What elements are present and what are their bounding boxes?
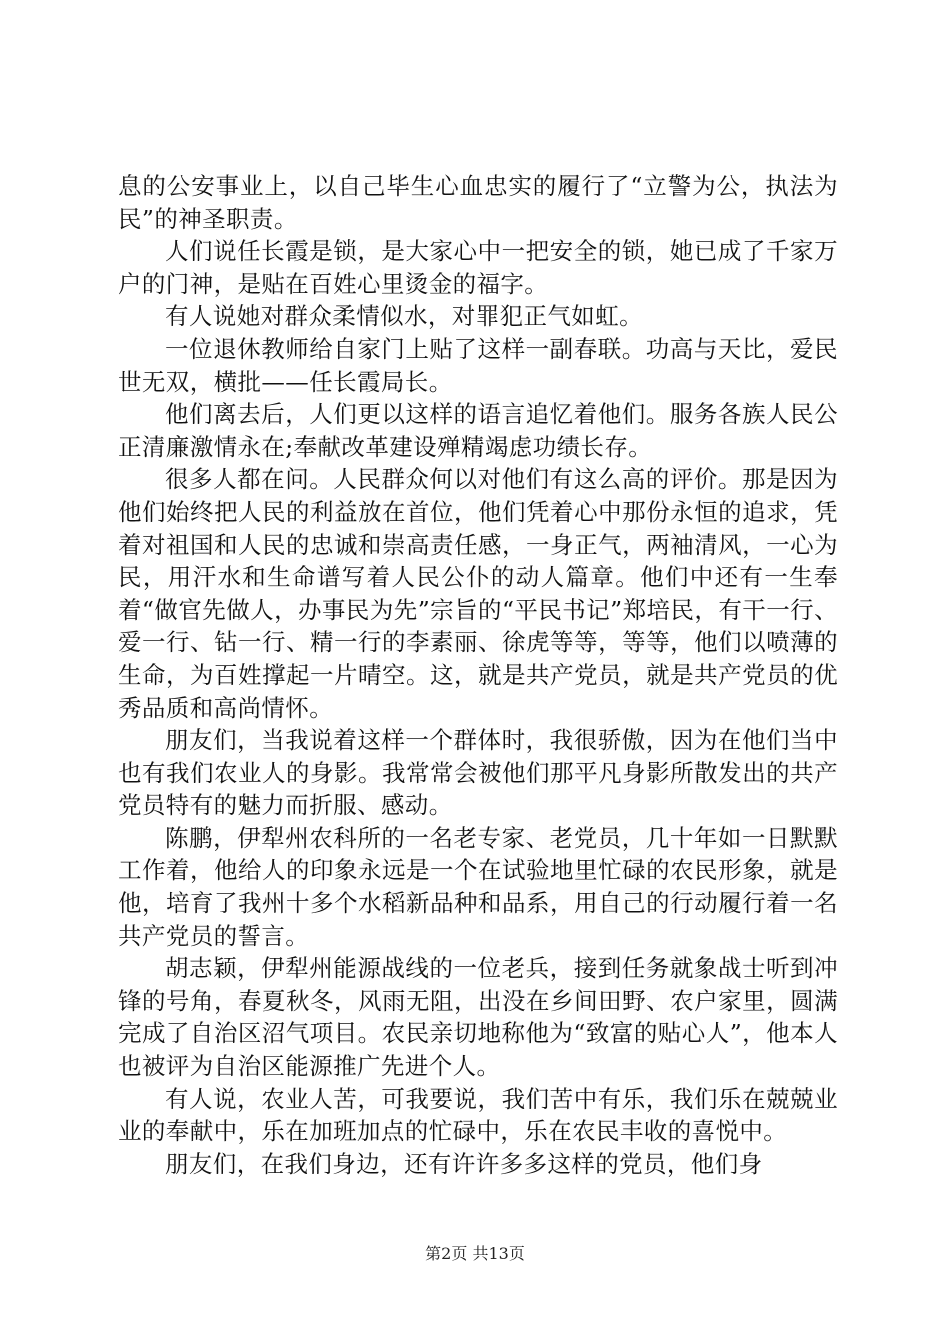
paragraph: 他们离去后，人们更以这样的语言追忆着他们。服务各族人民公正清廉激情永在;奉献改革建设殚精竭虑功绩长存。 [118, 400, 838, 461]
paragraph: 朋友们，当我说着这样一个群体时，我很骄傲，因为在他们当中也有我们农业人的身影。我常常会被他们那平凡身影所散发出的共产党员特有的魅力而折服、感动。 [118, 726, 838, 820]
paragraph: 胡志颖，伊犁州能源战线的一位老兵，接到任务就象战士听到冲锋的号角，春夏秋冬，风雨无阻，出没在乡间田野、农户家里，圆满完成了自治区沼气项目。农民亲切地称他为“致富的贴心人”，他本人也被评为自治区能源推广先进个人。 [118, 954, 838, 1081]
paragraph: 很多人都在问。人民群众何以对他们有这么高的评价。那是因为他们始终把人民的利益放在首位，他们凭着心中那份永恒的追求，凭着对祖国和人民的忠诚和崇高责任感，一身正气，两袖清风，一心为民，用汗水和生命谱写着人民公仆的动人篇章。他们中还有一生奉着“做官先做人，办事民为先”宗旨的“平民书记”郑培民，有干一行、爱一行、钻一行、精一行的李素丽、徐虎等等，等等，他们以喷薄的生命，为百姓撑起一片晴空。这，就是共产党员，就是共产党员的优秀品质和高尚情怀。 [118, 465, 838, 722]
paragraph: 人们说任长霞是锁，是大家心中一把安全的锁，她已成了千家万户的门神，是贴在百姓心里烫金的福字。 [118, 237, 838, 298]
page-total: 共13页 [472, 1244, 525, 1263]
paragraph: 陈鹏，伊犁州农科所的一名老专家、老党员，几十年如一日默默工作着，他给人的印象永远是一个在试验地里忙碌的农民形象，就是他，培育了我州十多个水稻新品种和品系，用自己的行动履行着一名共产党员的誓言。 [118, 823, 838, 950]
paragraph: 息的公安事业上，以自己毕生心血忠实的履行了“立警为公，执法为民”的神圣职责。 [118, 172, 838, 233]
paragraph: 有人说她对群众柔情似水，对罪犯正气如虹。 [165, 302, 643, 331]
paragraph: 朋友们，在我们身边，还有许许多多这样的党员，他们身 [165, 1149, 763, 1178]
paragraph: 一位退休教师给自家门上贴了这样一副春联。功高与天比，爱民世无双，横批——任长霞局长。 [118, 334, 838, 396]
paragraph: 有人说，农业人苦，可我要说，我们苦中有乐，我们乐在兢兢业业的奉献中，乐在加班加点的忙碌中，乐在农民丰收的喜悦中。 [118, 1084, 838, 1146]
page-footer [0, 1243, 950, 1265]
page-number: 第2页 [425, 1244, 468, 1263]
document-body [118, 170, 838, 1180]
